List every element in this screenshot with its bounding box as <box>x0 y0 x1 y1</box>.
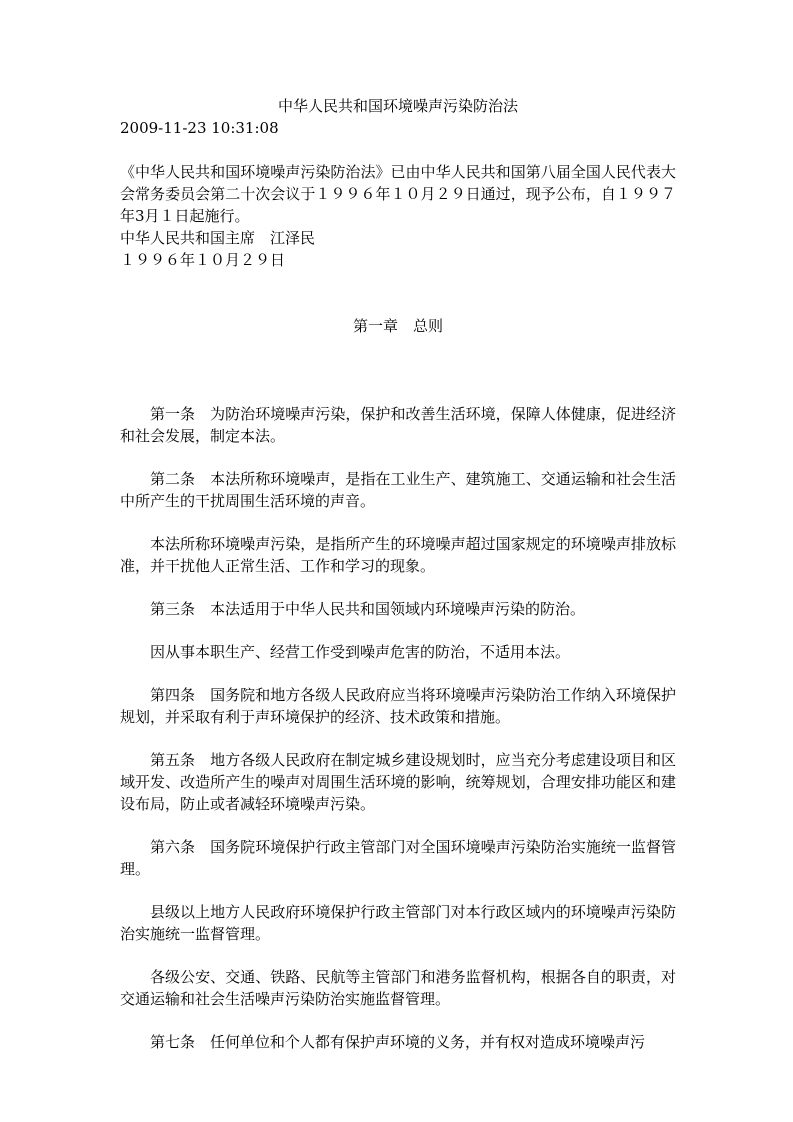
article-paragraph: 第四条 国务院和地方各级人民政府应当将环境噪声污染防治工作纳入环境保护规划，并采取有利于声环境保护的经济、技术政策和措施。 <box>120 686 676 726</box>
article-paragraph: 第二条 本法所称环境噪声，是指在工业生产、建筑施工、交通运输和社会生活中所产生的干扰周围生活环境的声音。 <box>120 470 676 510</box>
article-paragraph: 第五条 地方各级人民政府在制定城乡建设规划时，应当充分考虑建设项目和区域开发、改造所产生的噪声对周围生活环境的影响，统筹规划，合理安排功能区和建设布局，防止或者减轻环境噪声污染。 <box>120 751 676 813</box>
preamble-text: 《中华人民共和国环境噪声污染防治法》已由中华人民共和国第八届全国人民代表大会常务委员会第二十次会议于１９９６年１０月２９日通过，现予公布，自１９９７年3月１日起施行。 <box>120 163 676 225</box>
article-paragraph: 本法所称环境噪声污染，是指所产生的环境噪声超过国家规定的环境噪声排放标准，并干扰他人正常生活、工作和学习的现象。 <box>120 535 676 575</box>
article-paragraph: 各级公安、交通、铁路、民航等主管部门和港务监督机构，根据各自的职责，对交通运输和社会生活噪声污染防治实施监督管理。 <box>120 968 676 1008</box>
signatory: 中华人民共和国主席 江泽民 <box>120 229 316 247</box>
article-paragraph: 第一条 为防治环境噪声污染，保护和改善生活环境，保障人体健康，促进经济和社会发展，制定本法。 <box>120 405 676 445</box>
article-paragraph: 县级以上地方人民政府环境保护行政主管部门对本行政区域内的环境噪声污染防治实施统一监督管理。 <box>120 903 676 943</box>
document-title: 中华人民共和国环境噪声污染防治法 <box>277 97 518 115</box>
sign-date: １９９６年１０月２９日 <box>120 251 286 269</box>
timestamp: 2009-11-23 10:31:08 <box>120 119 279 137</box>
article-paragraph: 第六条 国务院环境保护行政主管部门对全国环境噪声污染防治实施统一监督管理。 <box>120 838 676 878</box>
chapter-title: 第一章 总则 <box>352 317 443 335</box>
spacer <box>120 271 676 315</box>
spacer <box>120 139 676 161</box>
article-paragraph: 第七条 任何单位和个人都有保护声环境的义务，并有权对造成环境噪声污 <box>150 1033 646 1051</box>
articles-list <box>120 403 676 1053</box>
document-page <box>120 95 676 1074</box>
article-paragraph: 第三条 本法适用于中华人民共和国领域内环境噪声污染的防治。 <box>150 600 586 618</box>
spacer <box>120 337 676 403</box>
preamble-block <box>120 161 676 271</box>
article-paragraph: 因从事本职生产、经营工作受到噪声危害的防治，不适用本法。 <box>150 643 571 661</box>
